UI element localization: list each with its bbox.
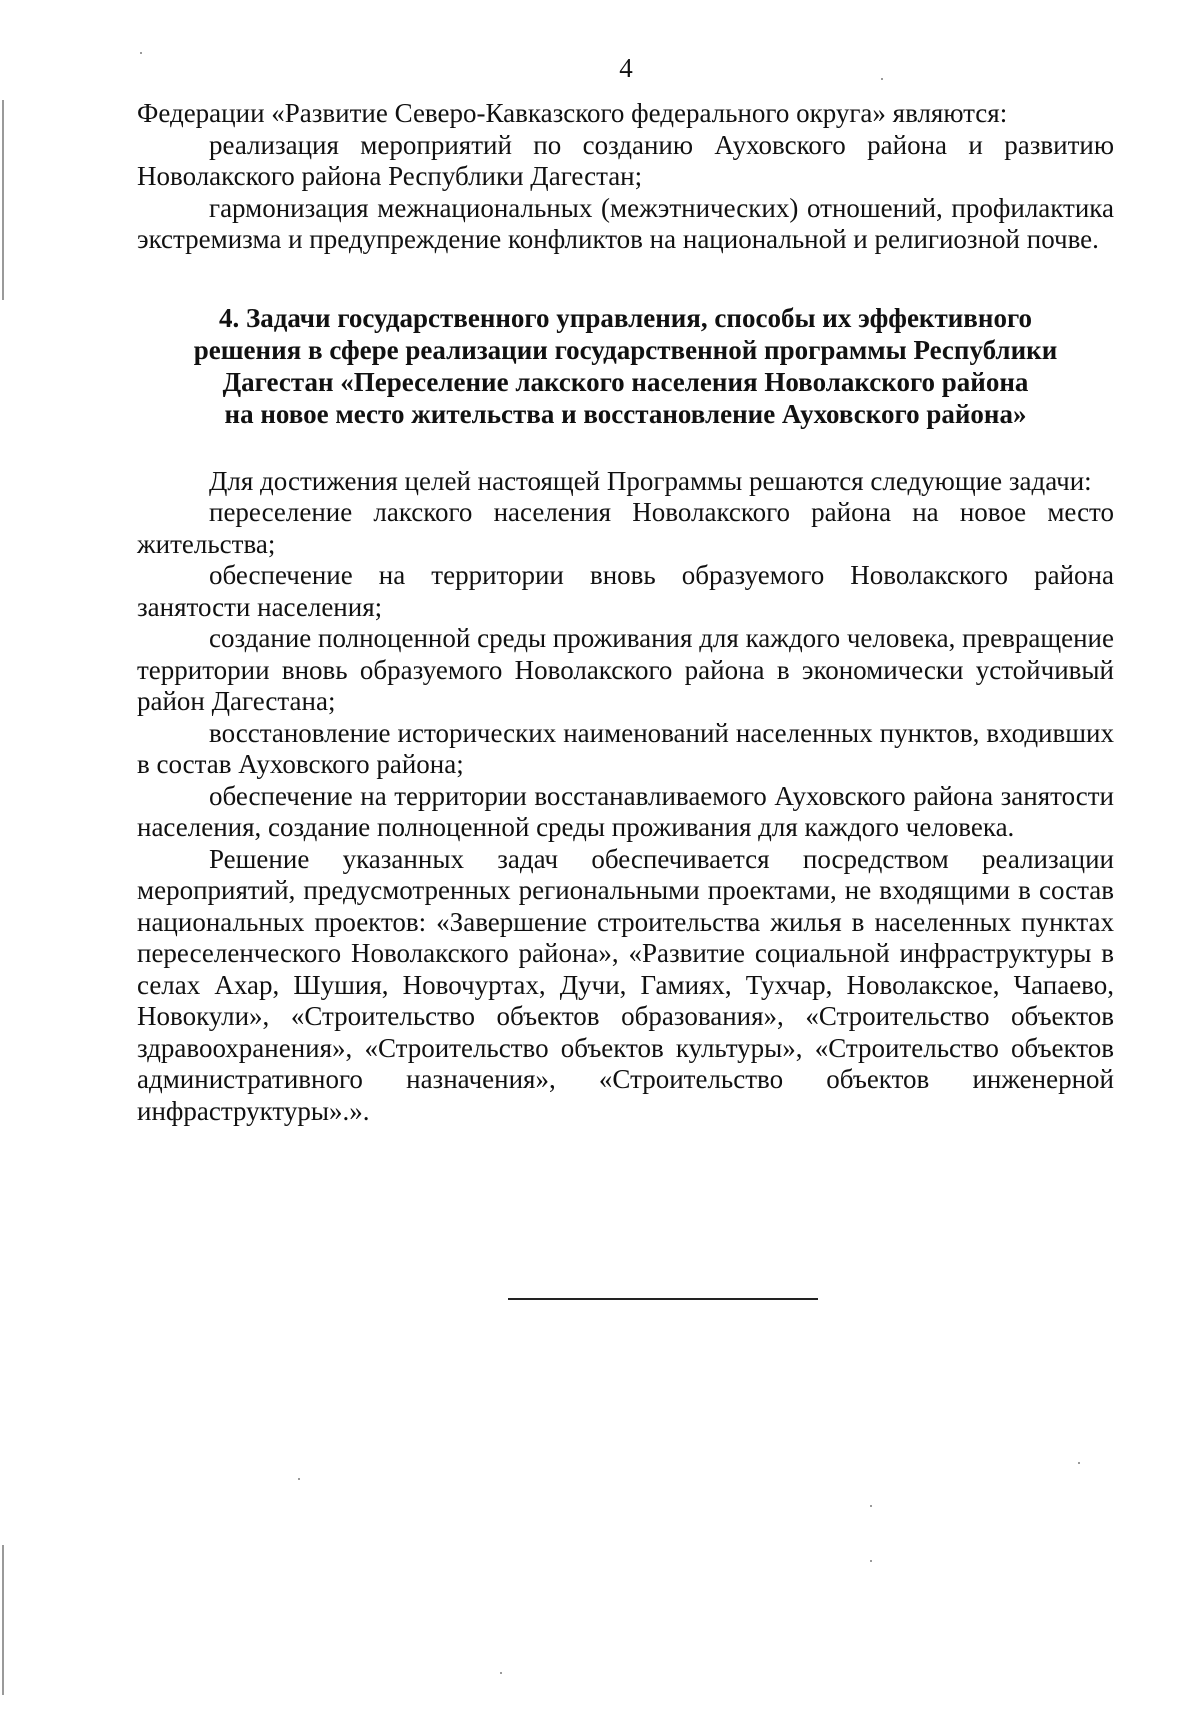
- section-heading: [137, 302, 1114, 430]
- scan-speck: [500, 1672, 502, 1674]
- section-heading-line: решения в сфере реализации государственной программы Республики: [193, 334, 1058, 365]
- scan-margin-mark: [2, 100, 4, 300]
- scan-speck: [870, 1560, 872, 1562]
- scan-margin-mark: [2, 1545, 4, 1695]
- section-heading-line: Дагестан «Переселение лакского населения Новолакского района: [222, 366, 1029, 397]
- page-number: 4: [619, 53, 633, 83]
- paragraph: реализация мероприятий по созданию Ауховского района и развитию Новолакского района Республики Дагестан;: [137, 129, 1114, 191]
- paragraph: переселение лакского населения Новолакского района на новое место жительства;: [137, 497, 1114, 559]
- section-heading-line: на новое место жительства и восстановление Ауховского района»: [224, 398, 1027, 429]
- paragraph: обеспечение на территории вновь образуемого Новолакского района занятости населения;: [137, 560, 1114, 622]
- scan-speck: [870, 1505, 872, 1507]
- paragraph: Решение указанных задач обеспечивается посредством реализации мероприятий, предусмотренных региональными проектами, не входящими в состав национальных проектов: «Завершение строительства жилья в населенных пунктах переселенческого Новолакского района», «Развитие социальной инфраструктуры в селах Ахар, Шушия, Новочуртах, Дучи, Гамиях, Тухчар, Новолакское, Чапаево, Новокули», «Строительство объектов образования», «Строительство объектов здравоохранения», «Строительство объектов культуры», «Строительство объектов административного назначения», «Строительство объектов инженерной инфраструктуры».».: [137, 843, 1114, 1126]
- section-heading-line: 4. Задачи государственного управления, способы их эффективного: [218, 302, 1033, 333]
- paragraph: создание полноценной среды проживания для каждого человека, превращение территории вновь образуемого Новолакского района в экономически устойчивый район Дагестана;: [137, 623, 1114, 716]
- document-body: [137, 98, 1114, 1127]
- paragraph: восстановление исторических наименований населенных пунктов, входивших в состав Ауховского района;: [137, 717, 1114, 779]
- paragraph: гармонизация межнациональных (межэтнических) отношений, профилактика экстремизма и предупреждение конфликтов на национальной и религиозной почве.: [137, 192, 1114, 254]
- scan-speck: [1078, 1462, 1080, 1464]
- closing-rule: [508, 1298, 818, 1300]
- paragraph: обеспечение на территории восстанавливаемого Ауховского района занятости населения, создание полноценной среды проживания для каждого человека.: [137, 780, 1114, 842]
- scan-speck: [298, 1478, 300, 1480]
- paragraph: Для достижения целей настоящей Программы решаются следующие задачи:: [209, 465, 1092, 496]
- paragraph: Федерации «Развитие Северо-Кавказского федерального округа» являются:: [137, 98, 1008, 128]
